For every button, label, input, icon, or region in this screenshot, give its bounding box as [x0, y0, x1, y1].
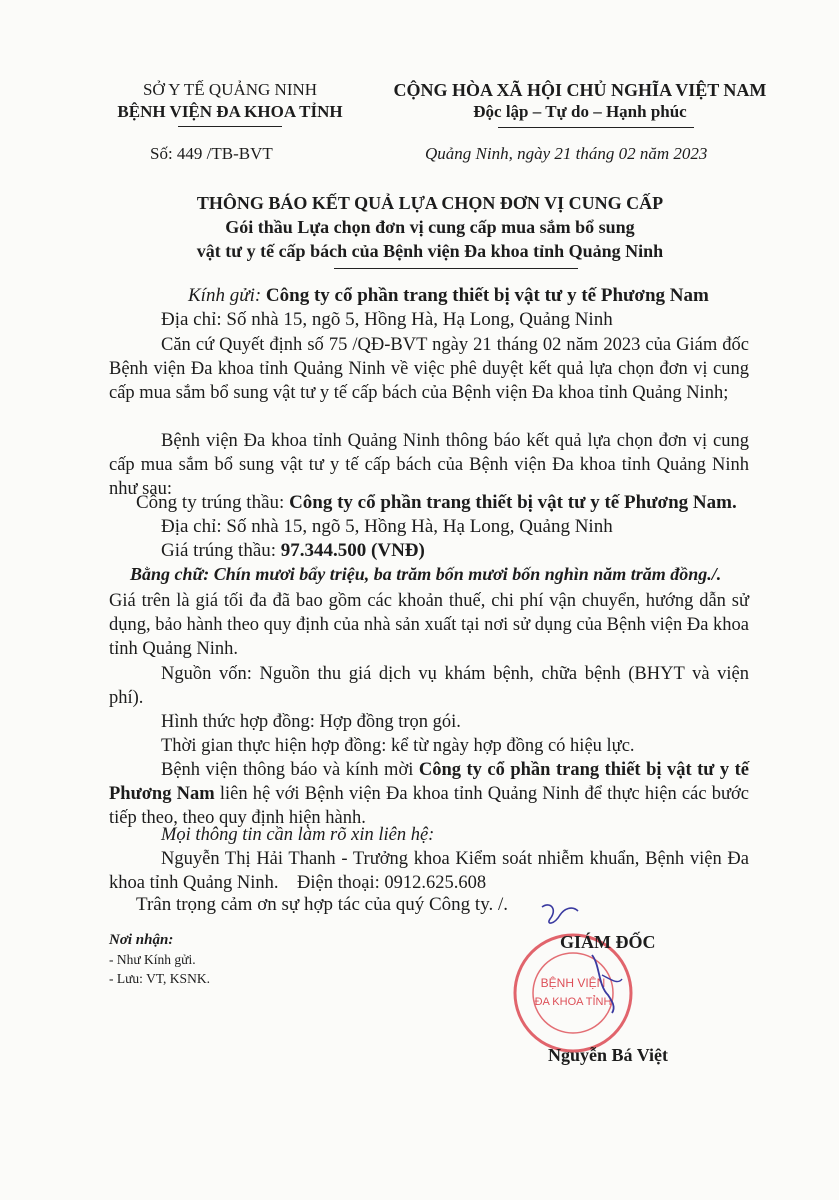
- recipient-label: Kính gửi:: [188, 285, 266, 306]
- price-in-words: Bằng chữ: Chín mươi bẩy triệu, ba trăm bốn mươi bốn nghìn năm trăm đồng./.: [130, 564, 722, 584]
- stamp-text-1: BỆNH VIỆN: [540, 976, 606, 990]
- paragraph-basis: Căn cứ Quyết định số 75 /QĐ-BVT ngày 21 tháng 02 năm 2023 của Giám đốc Bệnh viện Đa khoa tỉnh Quảng Ninh về việc phê duyệt kết quả lựa chọn đơn vị cung cấp mua sắm bổ sung vật tư y tế cấp bách của Bệnh viện Đa khoa tỉnh Quảng Ninh;: [109, 335, 749, 403]
- place-date: Quảng Ninh, ngày 21 tháng 02 năm 2023: [425, 144, 708, 163]
- title-line1: THÔNG BÁO KẾT QUẢ LỰA CHỌN ĐƠN VỊ CUNG CẤP: [196, 193, 664, 213]
- invite-company: Công ty cổ phần trang thiết bị vật tư y tế Phương Nam: [109, 760, 750, 804]
- nation-underline: [498, 127, 694, 128]
- price-label: Giá trúng thầu:: [161, 540, 281, 561]
- title-line3: vật tư y tế cấp bách của Bệnh viện Đa khoa tỉnh Quảng Ninh: [196, 241, 664, 261]
- recipients-item-1: - Như Kính gửi.: [109, 952, 196, 967]
- paragraph-thanks: Trân trọng cảm ơn sự hợp tác của quý Công ty. /.: [136, 894, 508, 915]
- recipient-name: Công ty cổ phần trang thiết bị vật tư y tế Phương Nam: [265, 285, 709, 306]
- signature-name: Nguyễn Bá Việt: [548, 1045, 669, 1065]
- org-underline: [178, 126, 282, 127]
- paragraph-contract-form: Hình thức hợp đồng: Hợp đồng trọn gói.: [161, 712, 461, 732]
- title-line2: Gói thầu Lựa chọn đơn vị cung cấp mua sắm bổ sung: [225, 217, 635, 237]
- winner-label: Công ty trúng thầu:: [136, 492, 290, 513]
- paragraph-funding: Nguồn vốn: Nguồn thu giá dịch vụ khám bệnh, chữa bệnh (BHYT và viện phí).: [109, 664, 749, 708]
- recipient-address: Địa chỉ: Số nhà 15, ngõ 5, Hồng Hà, Hạ Long, Quảng Ninh: [161, 309, 613, 330]
- paragraph-contact-intro: Mọi thông tin cần làm rõ xin liên hệ:: [161, 825, 435, 845]
- doc-number: Số: 449 /TB-BVT: [150, 144, 273, 163]
- org-line1: SỞ Y TẾ QUẢNG NINH: [142, 80, 318, 99]
- winner-address: Địa chỉ: Số nhà 15, ngõ 5, Hồng Hà, Hạ Long, Quảng Ninh: [161, 516, 613, 537]
- org-line2: BỆNH VIỆN ĐA KHOA TỈNH: [117, 102, 343, 121]
- paragraph-invite: [109, 758, 749, 830]
- signature-scribble: [520, 895, 640, 1035]
- winner-name: Công ty cổ phần trang thiết bị vật tư y tế Phương Nam.: [289, 492, 737, 513]
- paragraph-contact: Nguyễn Thị Hải Thanh - Trưởng khoa Kiểm soát nhiễm khuẩn, Bệnh viện Đa khoa tỉnh Quảng Ninh. Điện thoại: 0912.625.608: [109, 849, 754, 893]
- nation-line1: CỘNG HÒA XÃ HỘI CHỦ NGHĨA VIỆT NAM: [393, 80, 767, 100]
- winner-line: [136, 492, 737, 514]
- paragraph-contract-time: Thời gian thực hiện hợp đồng: kể từ ngày hợp đồng có hiệu lực.: [161, 736, 635, 756]
- invite-end: liên hệ với Bệnh viện Đa khoa tỉnh Quảng Ninh để thực hiện các bước tiếp theo, theo quy định hiện hành.: [109, 784, 749, 828]
- invite-start: Bệnh viện thông báo và kính mời: [161, 760, 419, 780]
- price-line: [161, 540, 425, 562]
- signature-title: GIÁM ĐỐC: [560, 932, 656, 952]
- recipient-line: [188, 285, 709, 307]
- price-value: 97.344.500 (VNĐ): [280, 540, 425, 561]
- recipients-item-2: - Lưu: VT, KSNK.: [109, 971, 210, 986]
- stamp-text-2: ĐA KHOA TỈNH: [534, 996, 612, 1008]
- nation-line2: Độc lập – Tự do – Hạnh phúc: [473, 102, 687, 121]
- recipients-title: Nơi nhận:: [109, 932, 174, 948]
- paragraph-announce: Bệnh viện Đa khoa tỉnh Quảng Ninh thông báo kết quả lựa chọn đơn vị cung cấp mua sắm bổ sung vật tư y tế cấp bách của Bệnh viện Đa khoa tỉnh Quảng Ninh như sau:: [109, 431, 749, 499]
- paragraph-price-note: Giá trên là giá tối đa đã bao gồm các khoản thuế, chi phí vận chuyển, hướng dẫn sử dụng, bảo hành theo quy định của nhà sản xuất tại nơi sử dụng của Bệnh viện Đa khoa tỉnh Quảng Ninh.: [109, 591, 749, 659]
- title-underline: [334, 268, 578, 269]
